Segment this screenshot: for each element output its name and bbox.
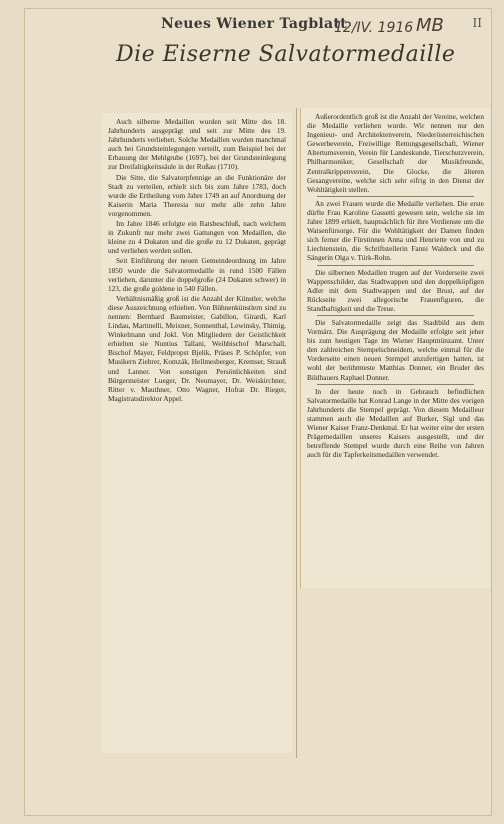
handwritten-date: 12/IV. 1916 [334, 20, 414, 36]
corner-mark: II [472, 16, 482, 30]
handwritten-mark: MB [416, 15, 444, 36]
right-paragraph-5: In der heute noch in Gebrauch befindlichen Salvatormedaille hat Konrad Lange in der Mitte des vorigen Jahrhunderts die Stempel geprägt. Von diesem Medailleur stammen auch die Medaillen auf Burker, Sigl und das Wiener Kaiser Franz-Denkmal. Er hat weiter eine der ersten Prägemedaillen unseres Kaisers ausgestellt, und der betreffende Stempel wurde durch eine Reihe von Jahren auch für die Tapferkeitsmedaillen verwendet. [307, 386, 484, 460]
separator [317, 265, 474, 266]
left-paragraph-4: Seit Einführung der neuen Gemeindeordnung im Jahre 1850 wurde die Salvatormedaille in rund 1500 Fällen verliehen, darunter die doppelgroße (24 Dukaten schwer) in 123, die große goldene in 540 Fällen. [108, 256, 286, 293]
right-paragraph-4: Die Salvatormedaille zeigt das Stadtbild aus dem Vormärz. Die Ausprägung der Medaille erfolgte seit jeher bis zum heutigen Tage im Wiener Hauptmünzamt. Unter den zahlreichen Stempelschneidern, welche einmal für die Vorderseite einen neuen Stempel anzufertigen hatten, ist wohl der berühmteste Matthias Donner, ein Bruder des Bildhauers Raphael Donner. [307, 317, 484, 382]
separator [317, 315, 474, 316]
separator [317, 384, 474, 385]
newspaper-clipping-sheet [24, 8, 492, 816]
left-paragraph-3: Im Jahre 1846 erfolgte ein Ratsbeschluß, nach welchem in Zukunft nur mehr zwei Gattungen von Medaillen, die kleine zu 4 Dukaten und die große zu 12 Dukaten, geprägt und verliehen werden sollen. [108, 219, 286, 256]
column-divider [296, 108, 297, 758]
left-paragraph-2: Die Sitte, die Salvatorpfennige an die Funktionäre der Stadt zu verteilen, erhielt sich bis zum Jahre 1783, doch wurde die Ertheilung vom Jahre 1749 an auf Anordnung der Kaiserin Maria Theresia nur mehr alle zehn Jahre vorgenommen. [108, 172, 286, 218]
right-paragraph-1: Außerordentlich groß ist die Anzahl der Vereine, welchen die Medaille verliehen wurde. Wir nennen nur den Ingenieur- und Architektenverein, Niederösterreichischen Gewerbeverein, Freiwillige Rettungsgesellschaft, Wiener Altertumsverein, Verein für Landeskunde, Tierschutzverein, Philharmoniker, Gesellschaft der Musikfreunde, Zentralkrippenverein, Die Glocke, die älteren Gesangvereine, welche sich sehr eifrig in den Dienst der Wohltätigkeit stellen. [307, 112, 484, 194]
left-column [102, 113, 292, 753]
left-paragraph-5: Verhältnismäßig groß ist die Anzahl der Künstler, welche diese Auszeichnung erhielten. Von Bühnenkünstlern sind zu nennen: Bernhard Baumeister, Gabillon, Girardi, Karl Lindau, Martinelli, Meixner, Sonnenthal, Lewinsky, Thimig, Winkelmann und Jokl. Von Mitgliedern der Geistlichkeit erhielten sie Nuntius Tallani, Weihbischof Marschall, Bischof Mayer, Feldpropst Bjelik, Präses P. Schöpfer, von Musikern Ziehrer, Komzák, Hellmesberger, Kremser, Strauß und Lanner. Von sonstigen Persönlichkeiten sind Bürgermeister Lueger, Dr. Neumayer, Dr. Weiskirchner, Ritter v. Mauthner, Otto Wagner, Hofrat Dr. Rieger, Magistratsdirektor Appel. [108, 293, 286, 403]
right-paragraph-2: An zwei Frauen wurde die Medaille verliehen. Die erste dürfte Frau Karoline Gassetti gewesen sein, welche sie im Jahre 1899 erhielt, hauptsächlich für ihre Verdienste um die Waisenfürsorge. Für die Wohltätigkeit der Damen finden sich ferner die Fürstinnen Anna und Henriette von und zu Liechtenstein, die Schriftstellerin Fanni Waldeck und die Sängerin Olga v. Türk-Rohn. [307, 198, 484, 263]
right-column [300, 108, 490, 588]
handwritten-title: Die Eiserne Salvatormedaille [116, 42, 456, 67]
right-paragraph-3: Die silbernen Medaillen trugen auf der Vorderseite zwei Wappenschilder, das Stadtwappen und den doppelköpfigen Adler mit dem Stadtwappen und der Brust, auf der Rückseite zwei allegorische Frauenfiguren, die Standhaftigkeit und die Treue. [307, 267, 484, 313]
separator [317, 196, 474, 197]
newspaper-name: Neues Wiener Tagblatt [161, 16, 347, 32]
left-paragraph-1: Auch silberne Medaillen wurden seit Mitte des 18. Jahrhunderts ausgeprägt und seit zur Mitte des 19. Jahrhunderts verliehen. Solche Medaillen wurden manchmal auch bei Grundsteinlegungen verteilt, zum Beispiel bei der Erbauung der Mehlgrube (1697), bei der Grundsteinlegung zur Dreifaltigkeitssäule in der Roßau (1710). [108, 117, 286, 172]
